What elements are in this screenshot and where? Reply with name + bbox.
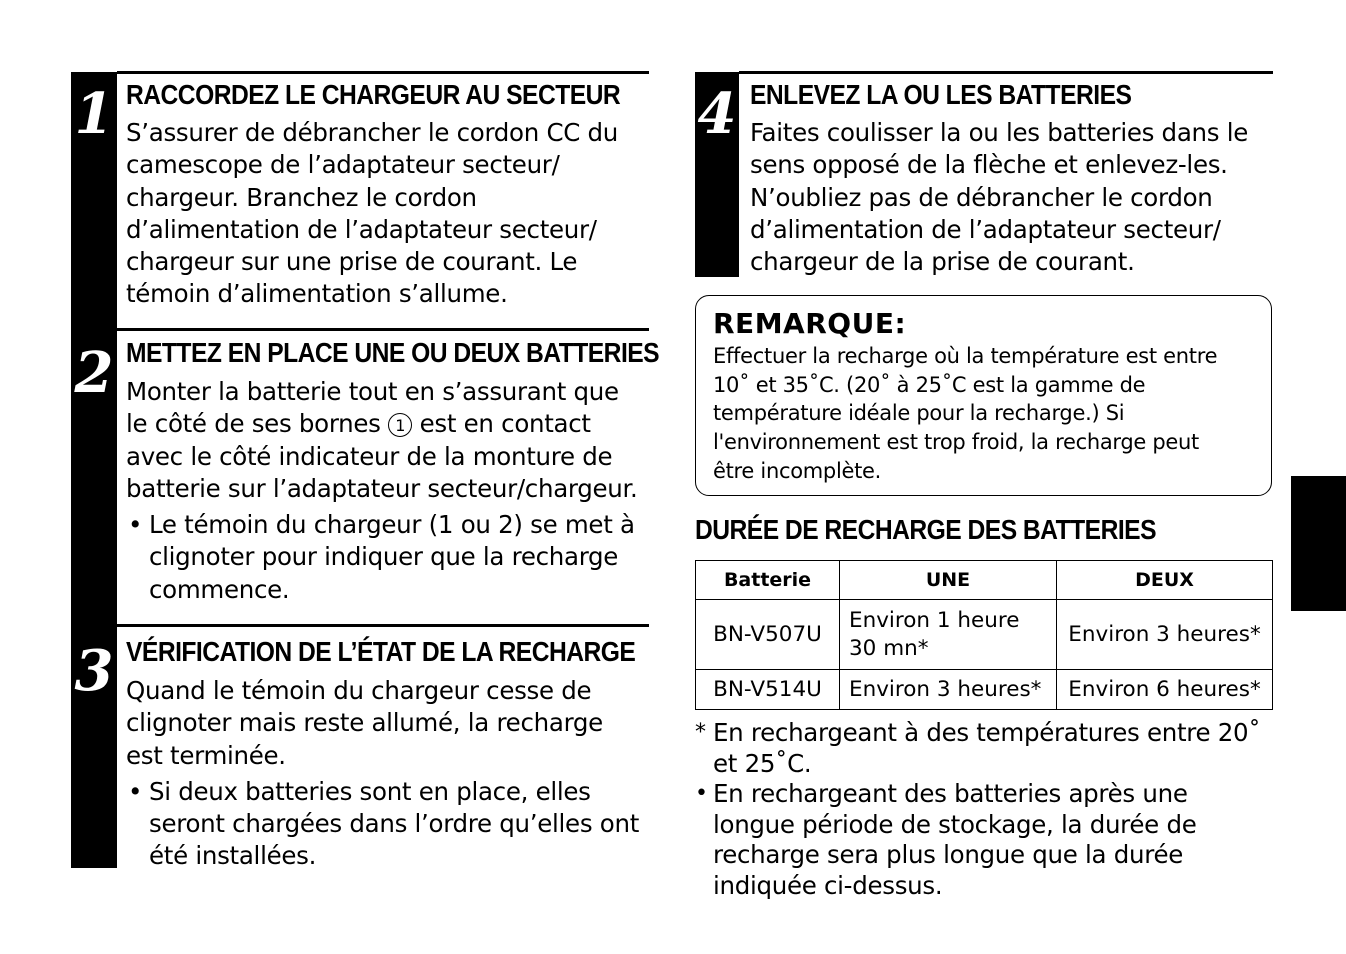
text-line: Si deux batteries sont en place, elles bbox=[149, 776, 591, 806]
step-3-rule bbox=[117, 624, 649, 627]
text-line: 10˚ et 35˚C. (20˚ à 25˚C est la gamme de bbox=[713, 372, 1146, 397]
table-header-row bbox=[696, 561, 1273, 600]
step-2-rule bbox=[117, 328, 649, 331]
footnote-mark: • bbox=[695, 781, 708, 807]
text-line: longue période de stockage, la durée de bbox=[713, 809, 1197, 839]
text-fragment: le côté de ses bornes bbox=[126, 409, 389, 439]
duration-two-cell: Environ 3 heures* bbox=[1057, 600, 1273, 670]
step-1-heading: RACCORDEZ LE CHARGEUR AU SECTEUR bbox=[126, 79, 621, 110]
step-3-number: 3 bbox=[74, 638, 114, 704]
note-box bbox=[695, 295, 1272, 496]
table-row bbox=[696, 600, 1273, 670]
column-header: Batterie bbox=[696, 561, 840, 600]
steps-sidebar-bar bbox=[71, 72, 117, 868]
footnotes bbox=[695, 718, 1285, 902]
step-3-body bbox=[126, 675, 656, 873]
text-line: En rechargeant à des températures entre 20˚ bbox=[713, 718, 1261, 747]
step-4-heading: ENLEVEZ LA OU LES BATTERIES bbox=[750, 79, 1132, 110]
text-line: sens opposé de la flèche et enlevez-les. bbox=[750, 150, 1228, 180]
text-line: chargeur de la prise de courant. bbox=[750, 247, 1135, 277]
bullet-item bbox=[126, 509, 656, 606]
text-line: En rechargeant des batteries après une bbox=[713, 779, 1188, 809]
duration-one-cell: Environ 3 heures* bbox=[840, 670, 1057, 710]
text-line bbox=[126, 408, 656, 440]
duration-one-cell bbox=[840, 600, 1057, 670]
bullet-mark: • bbox=[128, 510, 143, 540]
text-line: température idéale pour la recharge.) Si bbox=[713, 401, 1125, 426]
step-4-rule bbox=[739, 71, 1273, 74]
text-fragment: est en contact bbox=[412, 409, 591, 439]
column-header: UNE bbox=[840, 561, 1057, 600]
text-line: clignoter mais reste allumé, la recharge bbox=[126, 708, 603, 738]
text-line: l'environnement est trop froid, la recharge peut bbox=[713, 430, 1199, 455]
duration-two-cell: Environ 6 heures* bbox=[1057, 670, 1273, 710]
text-line: camescope de l’adaptateur secteur/ bbox=[126, 150, 560, 180]
terminal-marker-circled-1: 1 bbox=[388, 413, 412, 437]
footnote-item bbox=[695, 718, 1285, 779]
step-4-number: 4 bbox=[697, 81, 737, 147]
text-line: S’assurer de débrancher le cordon CC du bbox=[126, 118, 619, 147]
charge-table-title: DURÉE DE RECHARGE DES BATTERIES bbox=[695, 514, 1156, 545]
text-line: Le témoin du chargeur (1 ou 2) se met à bbox=[149, 510, 635, 540]
battery-cell: BN-V507U bbox=[696, 600, 840, 670]
footnote-mark: * bbox=[695, 720, 706, 745]
text-line: Faites coulisser la ou les batteries dans le bbox=[750, 118, 1248, 147]
text-line: Monter la batterie tout en s’assurant que bbox=[126, 377, 619, 406]
bullet-mark: • bbox=[128, 776, 143, 806]
step-2-body bbox=[126, 376, 656, 606]
cell-line: 30 mn* bbox=[849, 635, 929, 661]
note-title: REMARQUE: bbox=[713, 307, 907, 340]
text-line: clignoter pour indiquer que la recharge bbox=[149, 542, 619, 572]
column-header: DEUX bbox=[1057, 561, 1273, 600]
step-3-heading: VÉRIFICATION DE L’ÉTAT DE LA RECHARGE bbox=[126, 636, 636, 667]
text-line: Quand le témoin du chargeur cesse de bbox=[126, 676, 592, 705]
text-line: indiquée ci-dessus. bbox=[713, 870, 943, 900]
text-line: commence. bbox=[149, 574, 290, 604]
step-2-number: 2 bbox=[74, 340, 114, 406]
bullet-item bbox=[126, 776, 656, 873]
text-line: été installées. bbox=[149, 841, 317, 871]
footnote-item bbox=[695, 779, 1285, 901]
section-tab-marker bbox=[1291, 476, 1346, 611]
text-line: chargeur. Branchez le cordon bbox=[126, 182, 477, 212]
text-line: N’oubliez pas de débrancher le cordon bbox=[750, 182, 1213, 212]
step-1-number: 1 bbox=[74, 81, 114, 147]
cell-line: Environ 1 heure bbox=[849, 607, 1020, 633]
text-line: recharge sera plus longue que la durée bbox=[713, 840, 1183, 870]
text-line: seront chargées dans l’ordre qu’elles ont bbox=[149, 809, 640, 839]
text-line: batterie sur l’adaptateur secteur/chargeur. bbox=[126, 473, 638, 503]
text-line: témoin d’alimentation s’allume. bbox=[126, 279, 508, 309]
text-line: d’alimentation de l’adaptateur secteur/ bbox=[126, 214, 597, 244]
battery-cell: BN-V514U bbox=[696, 670, 840, 710]
table-row bbox=[696, 670, 1273, 710]
text-line: chargeur sur une prise de courant. Le bbox=[126, 247, 578, 277]
text-line: être incomplète. bbox=[713, 458, 882, 483]
text-line: est terminée. bbox=[126, 740, 286, 770]
text-line: et 25˚C. bbox=[713, 748, 812, 778]
text-line: avec le côté indicateur de la monture de bbox=[126, 441, 613, 471]
step-1-body bbox=[126, 117, 656, 311]
note-text bbox=[713, 342, 1261, 486]
step-1-rule bbox=[117, 71, 649, 74]
text-line: Effectuer la recharge où la température est entre bbox=[713, 344, 1218, 368]
step-2-heading: METTEZ EN PLACE UNE OU DEUX BATTERIES bbox=[126, 337, 660, 368]
charge-duration-table bbox=[695, 560, 1273, 710]
step-4-body bbox=[750, 117, 1280, 278]
text-line: d’alimentation de l’adaptateur secteur/ bbox=[750, 214, 1221, 244]
